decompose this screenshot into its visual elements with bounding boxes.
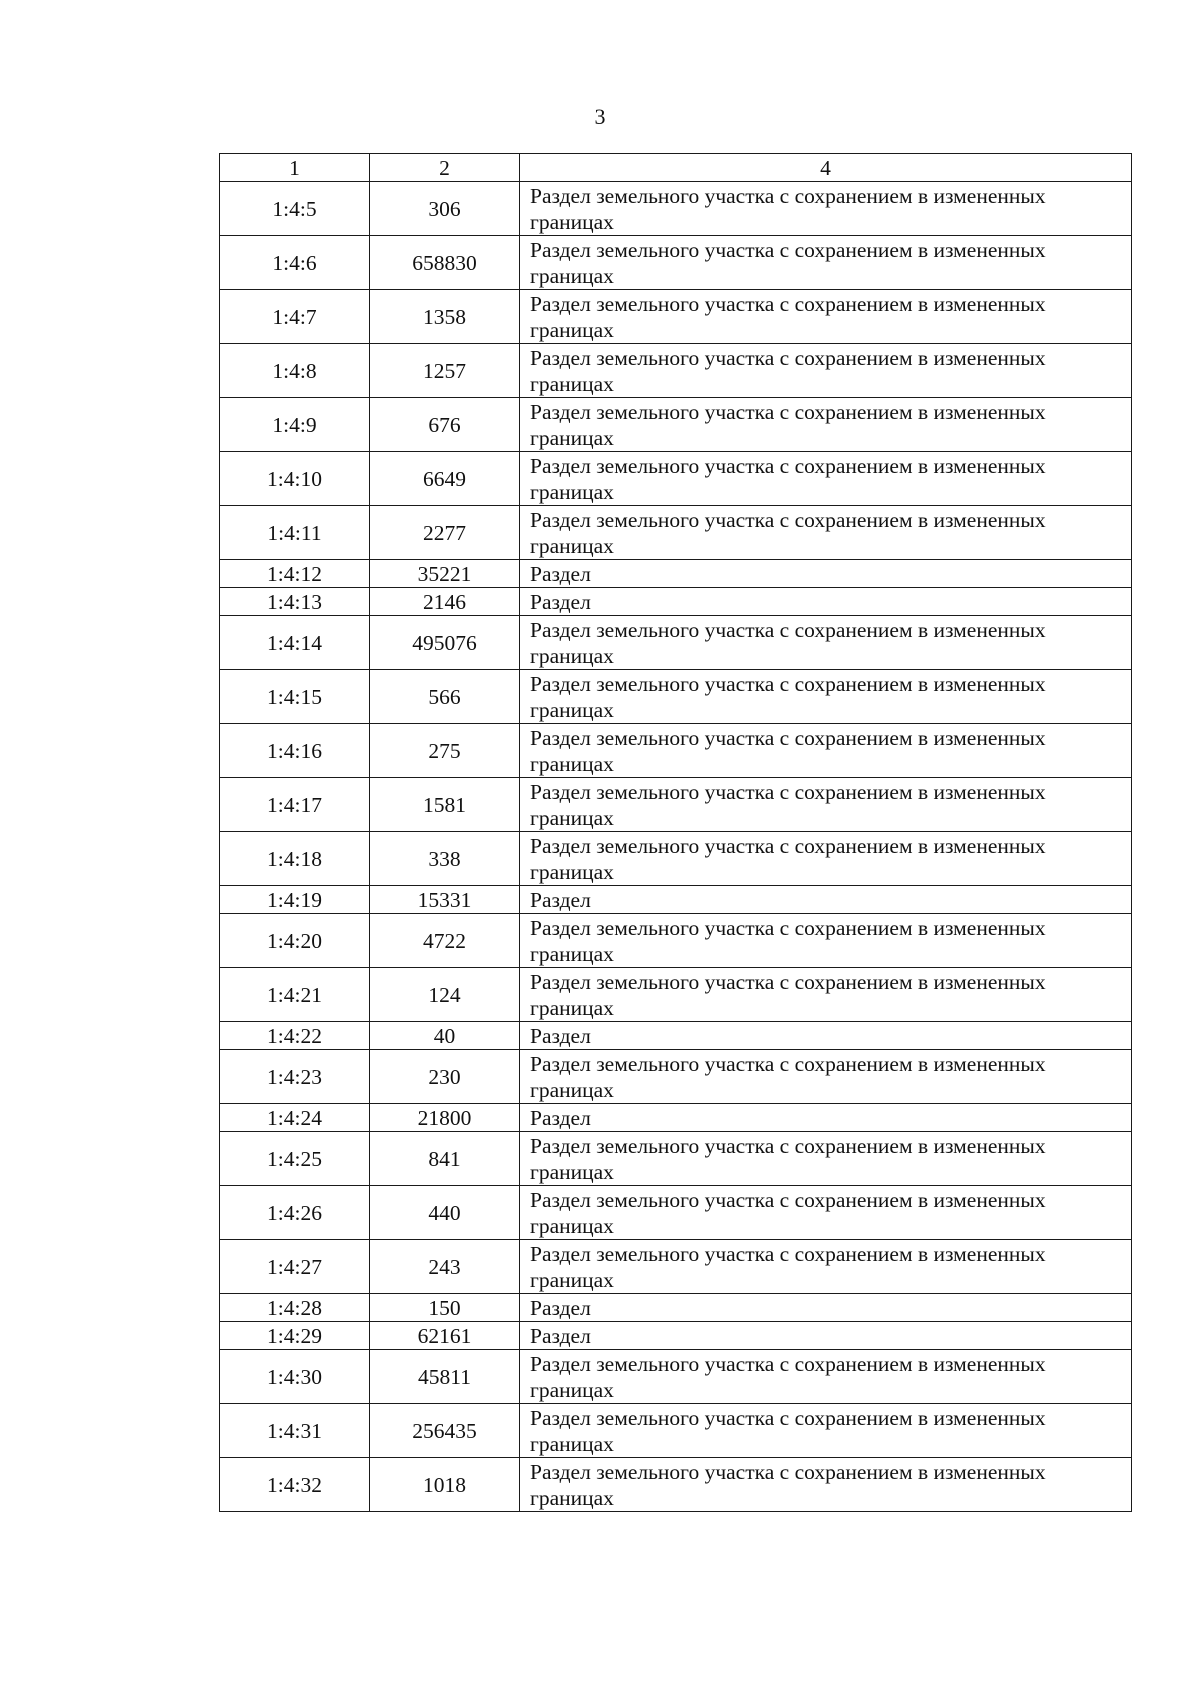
cell-formation-method: Раздел земельного участка с сохранением в измененных границах <box>520 452 1132 506</box>
table-row <box>220 724 1132 778</box>
cell-formation-method: Раздел <box>520 560 1132 588</box>
cell-plot-number: 1:4:22 <box>220 1022 370 1050</box>
cell-area: 150 <box>370 1294 520 1322</box>
cell-area: 35221 <box>370 560 520 588</box>
cell-plot-number: 1:4:27 <box>220 1240 370 1294</box>
cell-area: 4722 <box>370 914 520 968</box>
cell-formation-method: Раздел земельного участка с сохранением в измененных границах <box>520 914 1132 968</box>
cell-formation-method: Раздел земельного участка с сохранением в измененных границах <box>520 398 1132 452</box>
table-row <box>220 914 1132 968</box>
cell-area: 566 <box>370 670 520 724</box>
table-row <box>220 1022 1132 1050</box>
table-row <box>220 506 1132 560</box>
cell-plot-number: 1:4:21 <box>220 968 370 1022</box>
table-row <box>220 182 1132 236</box>
cell-area: 1358 <box>370 290 520 344</box>
table-row <box>220 1350 1132 1404</box>
cell-plot-number: 1:4:18 <box>220 832 370 886</box>
table-row <box>220 778 1132 832</box>
cell-formation-method: Раздел земельного участка с сохранением в измененных границах <box>520 506 1132 560</box>
cell-plot-number: 1:4:24 <box>220 1104 370 1132</box>
cell-area: 45811 <box>370 1350 520 1404</box>
cell-formation-method: Раздел земельного участка с сохранением в измененных границах <box>520 968 1132 1022</box>
cell-plot-number: 1:4:6 <box>220 236 370 290</box>
table-row <box>220 1294 1132 1322</box>
cell-area: 658830 <box>370 236 520 290</box>
header-col-4: 4 <box>520 154 1132 182</box>
cell-formation-method: Раздел земельного участка с сохранением в измененных границах <box>520 778 1132 832</box>
table-header-row <box>220 154 1132 182</box>
cell-formation-method: Раздел земельного участка с сохранением в измененных границах <box>520 1240 1132 1294</box>
cell-formation-method: Раздел земельного участка с сохранением в измененных границах <box>520 1186 1132 1240</box>
cell-plot-number: 1:4:29 <box>220 1322 370 1350</box>
cell-formation-method: Раздел земельного участка с сохранением в измененных границах <box>520 670 1132 724</box>
cell-plot-number: 1:4:16 <box>220 724 370 778</box>
cell-formation-method: Раздел земельного участка с сохранением в измененных границах <box>520 724 1132 778</box>
cell-area: 306 <box>370 182 520 236</box>
cell-plot-number: 1:4:31 <box>220 1404 370 1458</box>
cell-formation-method: Раздел земельного участка с сохранением в измененных границах <box>520 1404 1132 1458</box>
cell-formation-method: Раздел земельного участка с сохранением в измененных границах <box>520 1132 1132 1186</box>
cell-plot-number: 1:4:12 <box>220 560 370 588</box>
table-row <box>220 398 1132 452</box>
cell-plot-number: 1:4:19 <box>220 886 370 914</box>
cell-area: 676 <box>370 398 520 452</box>
cell-plot-number: 1:4:7 <box>220 290 370 344</box>
cell-plot-number: 1:4:23 <box>220 1050 370 1104</box>
cell-formation-method: Раздел <box>520 1022 1132 1050</box>
table-body <box>220 182 1132 1512</box>
cell-area: 6649 <box>370 452 520 506</box>
cell-plot-number: 1:4:30 <box>220 1350 370 1404</box>
cell-area: 1581 <box>370 778 520 832</box>
cell-area: 21800 <box>370 1104 520 1132</box>
cell-formation-method: Раздел земельного участка с сохранением в измененных границах <box>520 344 1132 398</box>
cell-area: 275 <box>370 724 520 778</box>
cell-area: 40 <box>370 1022 520 1050</box>
cell-formation-method: Раздел <box>520 1322 1132 1350</box>
cell-formation-method: Раздел земельного участка с сохранением в измененных границах <box>520 236 1132 290</box>
header-col-1: 1 <box>220 154 370 182</box>
cell-area: 2146 <box>370 588 520 616</box>
cell-plot-number: 1:4:9 <box>220 398 370 452</box>
cell-formation-method: Раздел земельного участка с сохранением в измененных границах <box>520 290 1132 344</box>
cell-area: 495076 <box>370 616 520 670</box>
cell-plot-number: 1:4:8 <box>220 344 370 398</box>
cell-formation-method: Раздел <box>520 1294 1132 1322</box>
table-row <box>220 1240 1132 1294</box>
cell-formation-method: Раздел земельного участка с сохранением в измененных границах <box>520 1458 1132 1512</box>
cell-area: 256435 <box>370 1404 520 1458</box>
table-row <box>220 670 1132 724</box>
table-row <box>220 1050 1132 1104</box>
cell-area: 230 <box>370 1050 520 1104</box>
table-row <box>220 1458 1132 1512</box>
table-row <box>220 1404 1132 1458</box>
table-row <box>220 832 1132 886</box>
table-row <box>220 1104 1132 1132</box>
cell-formation-method: Раздел земельного участка с сохранением в измененных границах <box>520 1350 1132 1404</box>
header-col-2: 2 <box>370 154 520 182</box>
cell-formation-method: Раздел <box>520 886 1132 914</box>
table-row <box>220 886 1132 914</box>
cell-area: 62161 <box>370 1322 520 1350</box>
cell-plot-number: 1:4:10 <box>220 452 370 506</box>
table-row <box>220 1132 1132 1186</box>
table-row <box>220 236 1132 290</box>
table-row <box>220 560 1132 588</box>
table-row <box>220 1186 1132 1240</box>
cell-area: 841 <box>370 1132 520 1186</box>
cell-formation-method: Раздел земельного участка с сохранением в измененных границах <box>520 182 1132 236</box>
cell-area: 338 <box>370 832 520 886</box>
table-row <box>220 968 1132 1022</box>
cell-plot-number: 1:4:17 <box>220 778 370 832</box>
cell-plot-number: 1:4:26 <box>220 1186 370 1240</box>
cell-area: 124 <box>370 968 520 1022</box>
table-row <box>220 344 1132 398</box>
cell-formation-method: Раздел земельного участка с сохранением в измененных границах <box>520 832 1132 886</box>
land-plot-table <box>219 153 1132 1512</box>
table-row <box>220 1322 1132 1350</box>
cell-area: 1018 <box>370 1458 520 1512</box>
cell-plot-number: 1:4:20 <box>220 914 370 968</box>
cell-plot-number: 1:4:15 <box>220 670 370 724</box>
cell-plot-number: 1:4:11 <box>220 506 370 560</box>
cell-area: 1257 <box>370 344 520 398</box>
cell-plot-number: 1:4:32 <box>220 1458 370 1512</box>
cell-formation-method: Раздел <box>520 588 1132 616</box>
table-row <box>220 290 1132 344</box>
table-row <box>220 452 1132 506</box>
cell-plot-number: 1:4:5 <box>220 182 370 236</box>
table-row <box>220 588 1132 616</box>
cell-area: 2277 <box>370 506 520 560</box>
cell-plot-number: 1:4:28 <box>220 1294 370 1322</box>
cell-area: 243 <box>370 1240 520 1294</box>
cell-area: 15331 <box>370 886 520 914</box>
page-number: 3 <box>594 104 606 129</box>
cell-formation-method: Раздел <box>520 1104 1132 1132</box>
cell-plot-number: 1:4:25 <box>220 1132 370 1186</box>
cell-plot-number: 1:4:14 <box>220 616 370 670</box>
cell-plot-number: 1:4:13 <box>220 588 370 616</box>
table-row <box>220 616 1132 670</box>
cell-formation-method: Раздел земельного участка с сохранением в измененных границах <box>520 616 1132 670</box>
cell-area: 440 <box>370 1186 520 1240</box>
cell-formation-method: Раздел земельного участка с сохранением в измененных границах <box>520 1050 1132 1104</box>
